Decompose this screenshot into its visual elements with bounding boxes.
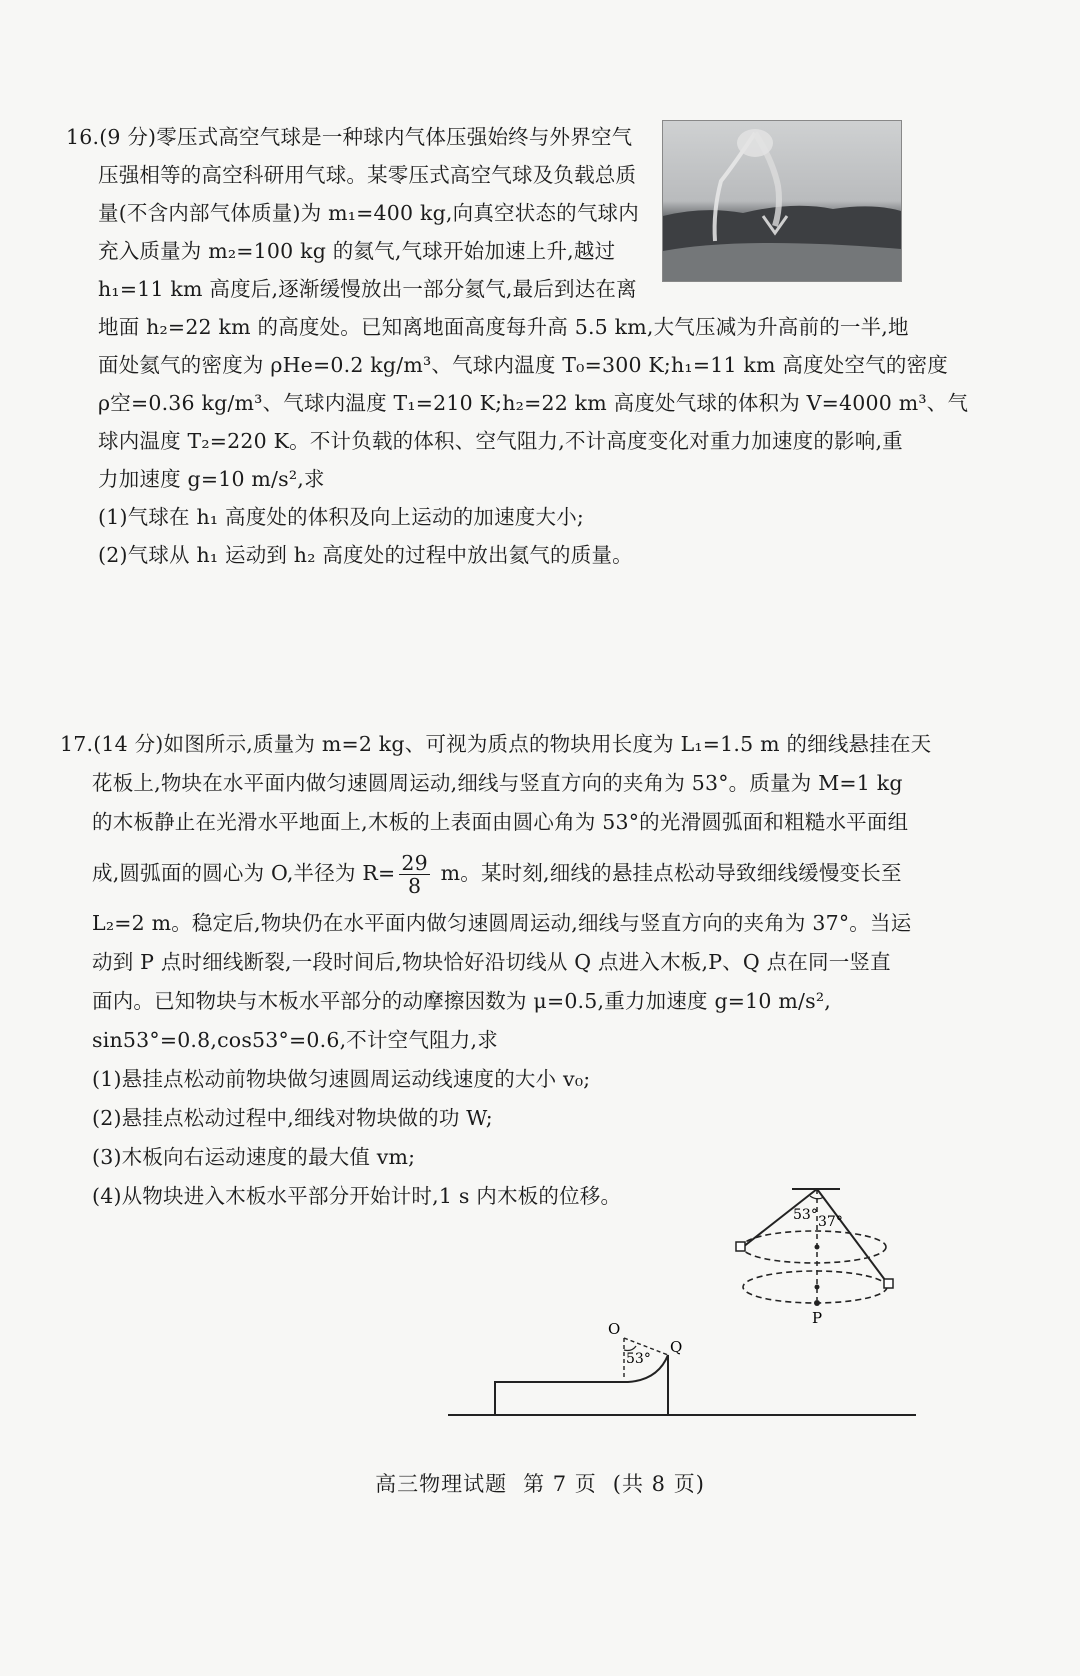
q16-subquestion-2: (2)气球从 h₁ 运动到 h₂ 高度处的过程中放出氦气的质量。 bbox=[98, 543, 633, 567]
q16-line: 16.(9 分)零压式高空气球是一种球内气体压强始终与外界空气 bbox=[66, 125, 633, 149]
footer-title: 高三物理试题 bbox=[375, 1472, 508, 1496]
q17-line: 面内。已知物块与木板水平部分的动摩擦因数为 μ=0.5,重力加速度 g=10 m/s², bbox=[92, 989, 831, 1013]
footer-page-number: 第 7 页 bbox=[523, 1472, 597, 1496]
q16-line: h₁=11 km 高度后,逐渐缓慢放出一部分氦气,最后到达在离 bbox=[98, 277, 637, 301]
q17-line: sin53°=0.8,cos53°=0.6,不计空气阻力,求 bbox=[92, 1028, 498, 1052]
footer-total-pages: (共 8 页) bbox=[612, 1472, 705, 1496]
block-initial bbox=[736, 1242, 745, 1251]
q17-line: L₂=2 m。稳定后,物块仍在水平面内做匀速圆周运动,细线与竖直方向的夹角为 37°。当运 bbox=[92, 911, 912, 935]
q17-line: 的木板静止在光滑水平地面上,木板的上表面由圆心角为 53°的光滑圆弧面和粗糙水平面组 bbox=[92, 810, 909, 834]
q16-line: 量(不含内部气体质量)为 m₁=400 kg,向真空状态的气球内 bbox=[98, 201, 639, 225]
point-q-label: Q bbox=[670, 1338, 683, 1356]
point-o-label: O bbox=[608, 1320, 621, 1338]
q16-line: 地面 h₂=22 km 的高度处。已知离地面高度每升高 5.5 km,大气压减为升高前的一半,地 bbox=[98, 315, 909, 339]
point-p-label: P bbox=[812, 1309, 823, 1327]
q16-line: 球内温度 T₂=220 K。不计负载的体积、空气阻力,不计高度变化对重力加速度的影响,重 bbox=[98, 429, 903, 453]
q16-line: ρ空=0.36 kg/m³、气球内温度 T₁=210 K;h₂=22 km 高度处气球的体积为 V=4000 m³、气 bbox=[98, 391, 969, 415]
q17-line: 花板上,物块在水平面内做匀速圆周运动,细线与竖直方向的夹角为 53°。质量为 M=1 kg bbox=[92, 771, 903, 795]
q16-subquestion-1: (1)气球在 h₁ 高度处的体积及向上运动的加速度大小; bbox=[98, 505, 584, 529]
wooden-board bbox=[448, 1320, 916, 1415]
page-footer bbox=[0, 1468, 1080, 1498]
angle-53-label: 53° bbox=[793, 1207, 818, 1223]
q17-frac-pre: 成,圆弧面的圆心为 O,半径为 R= bbox=[92, 861, 396, 885]
q17-frac-post: m。某时刻,细线的悬挂点松动导致细线缓慢变长至 bbox=[433, 861, 902, 885]
q17-line: 动到 P 点时细线断裂,一段时间后,物块恰好沿切线从 Q 点进入木板,P、Q 点在同一竖直 bbox=[92, 950, 891, 974]
q17-subquestion-1: (1)悬挂点松动前物块做匀速圆周运动线速度的大小 v₀; bbox=[92, 1067, 591, 1091]
q16-line: 压强相等的高空科研用气球。某零压式高空气球及负载总质 bbox=[98, 163, 637, 187]
fraction-denominator: 8 bbox=[408, 874, 422, 898]
board-angle-53-label: 53° bbox=[626, 1351, 651, 1367]
q17-subquestion-2: (2)悬挂点松动过程中,细线对物块做的功 W; bbox=[92, 1106, 493, 1130]
q17-line: 17.(14 分)如图所示,质量为 m=2 kg、可视为质点的物块用长度为 L₁=1.5 m 的细线悬挂在天 bbox=[60, 732, 932, 756]
q17-subquestion-3: (3)木板向右运动速度的最大值 vm; bbox=[92, 1145, 416, 1169]
q16-line: 充入质量为 m₂=100 kg 的氦气,气球开始加速上升,越过 bbox=[98, 239, 616, 263]
block-final bbox=[884, 1279, 893, 1288]
fraction-numerator: 29 bbox=[401, 851, 428, 875]
angle-37-label: 37° bbox=[818, 1214, 843, 1230]
conical-pendulum bbox=[736, 1189, 893, 1327]
q16-line: 力加速度 g=10 m/s²,求 bbox=[98, 467, 325, 491]
q16-line: 面处氦气的密度为 ρHe=0.2 kg/m³、气球内温度 T₀=300 K;h₁=11 km 高度处空气的密度 bbox=[98, 353, 949, 377]
q17-subquestion-4: (4)从物块进入木板水平部分开始计时,1 s 内木板的位移。 bbox=[92, 1184, 622, 1208]
